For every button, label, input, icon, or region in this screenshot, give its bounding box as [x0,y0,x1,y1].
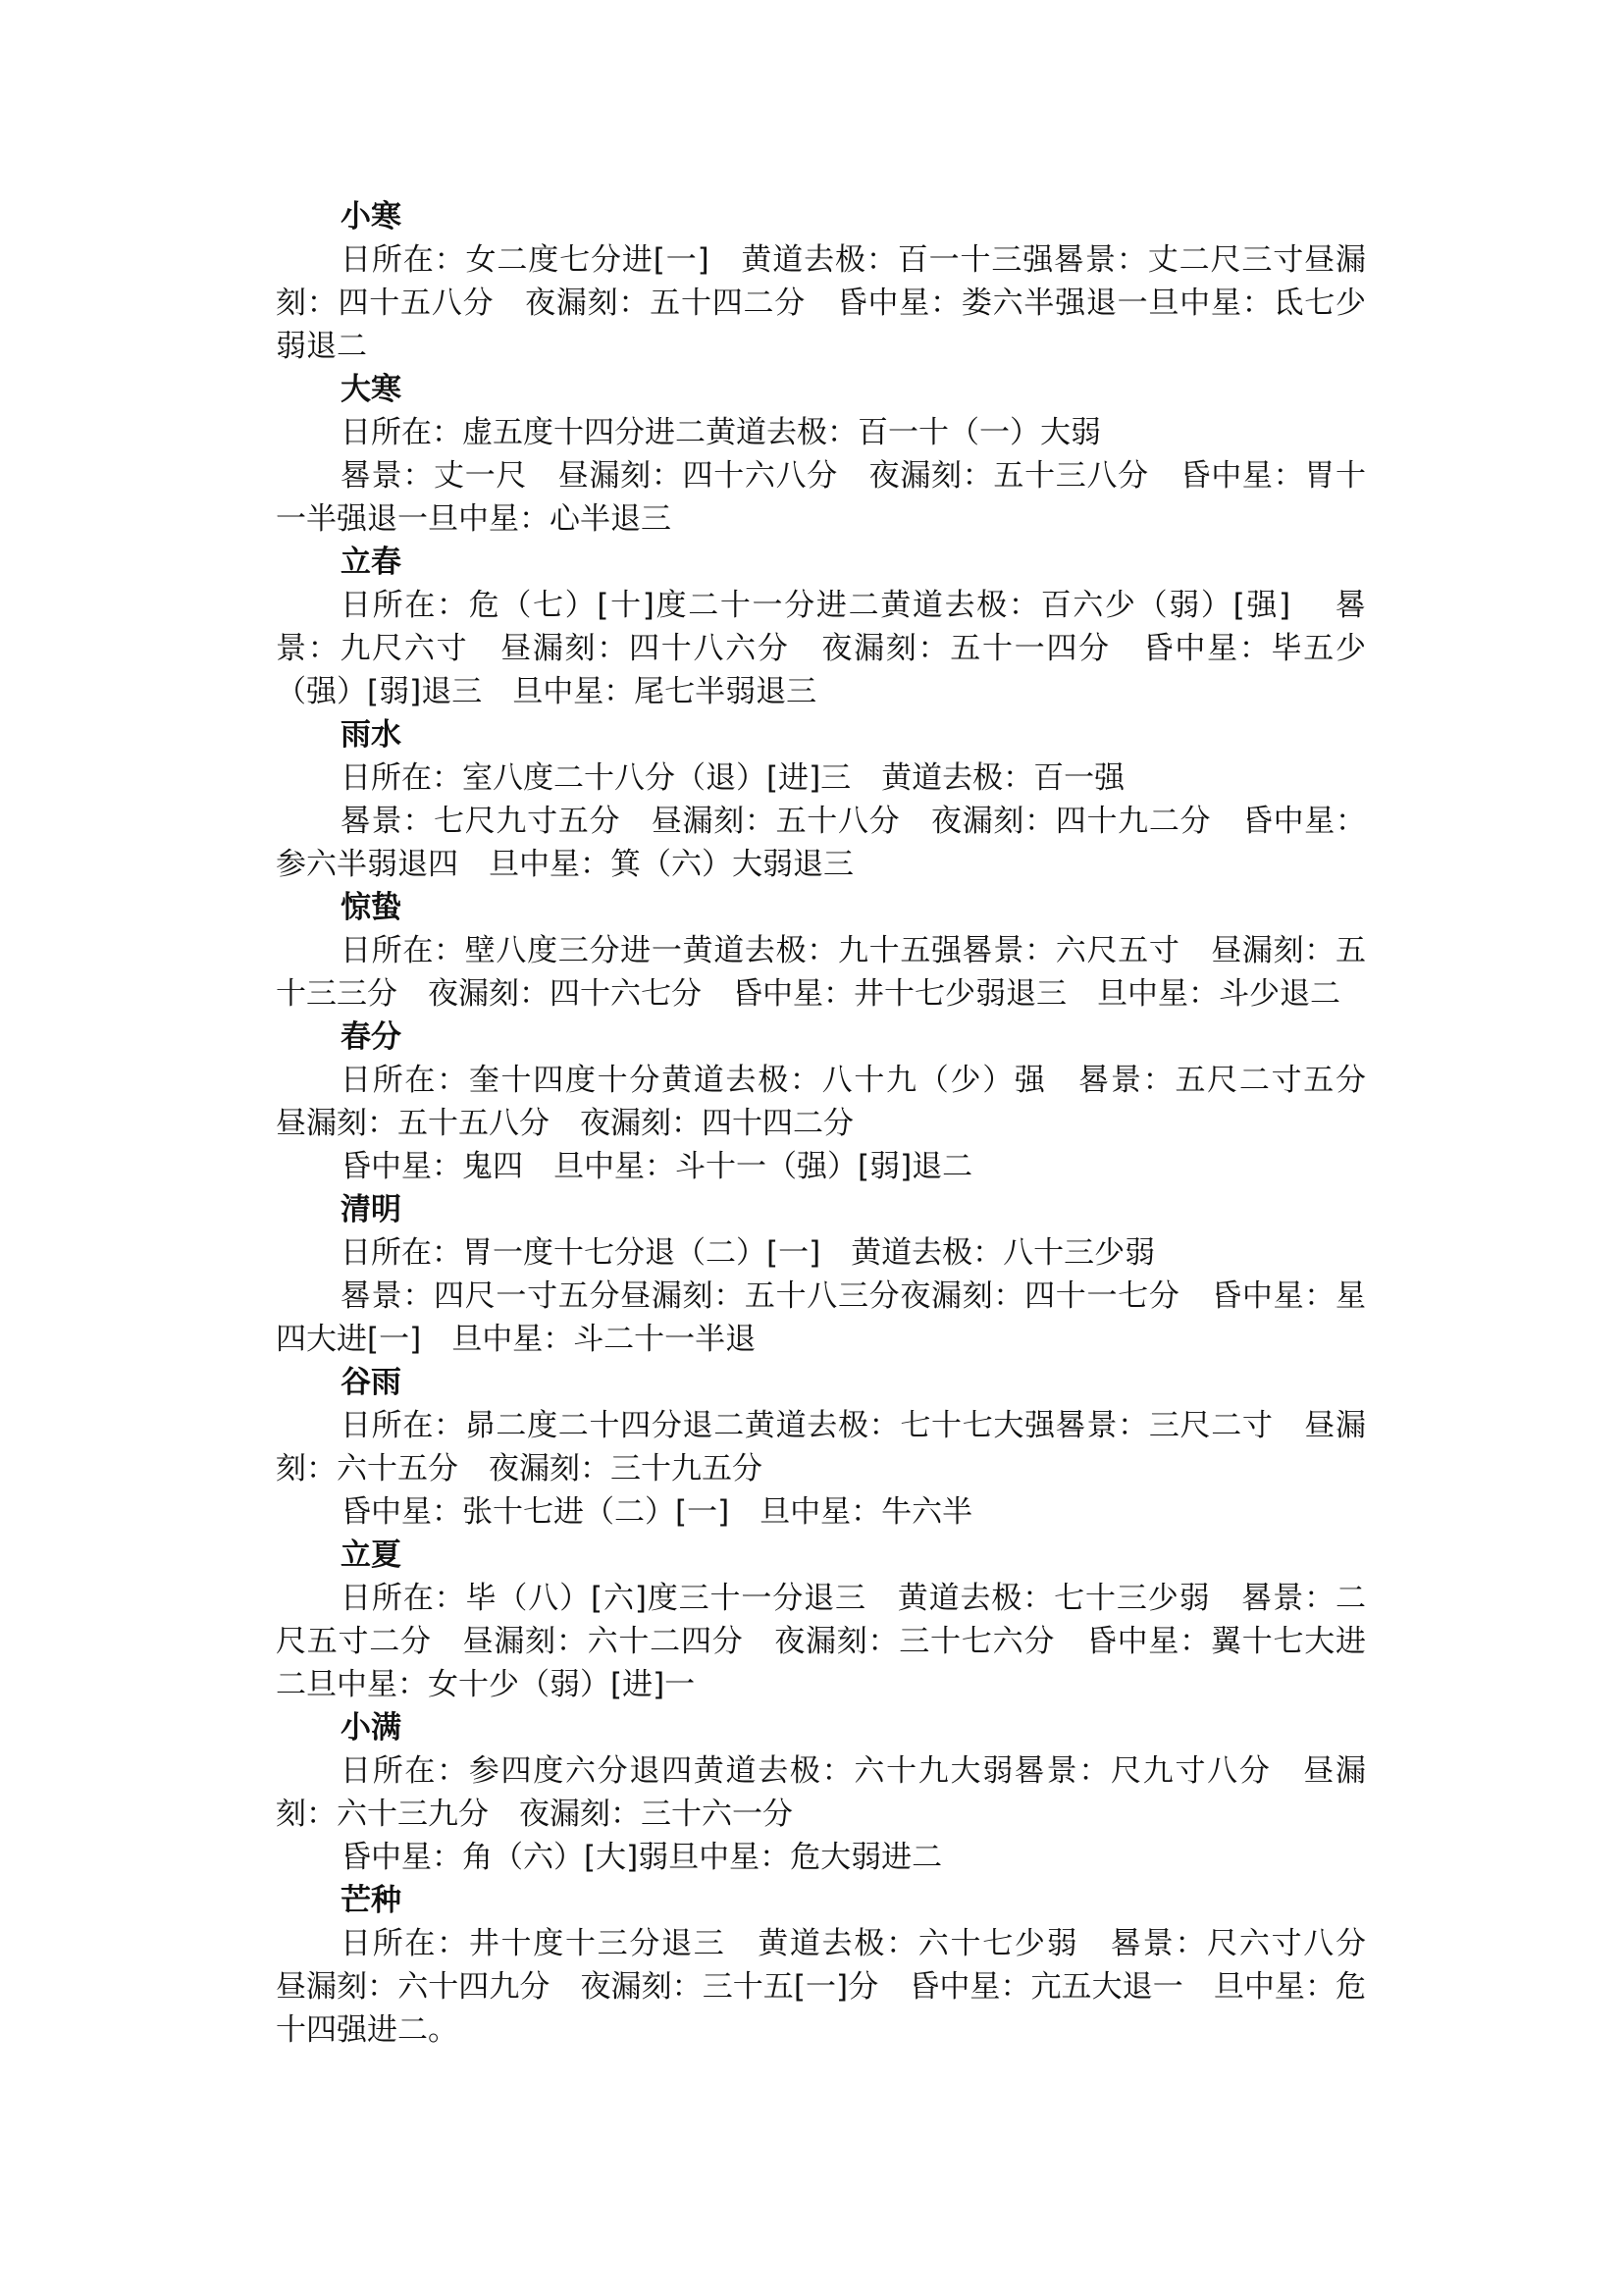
solar-term-heading: 惊蛰 [341,890,401,925]
solar-term-heading: 春分 [341,1019,401,1055]
entry-paragraph: 晷景：丈一尺 昼漏刻：四十六八分 夜漏刻：五十三八分 昏中星：胃十一半强退一旦中星：心半退三 [276,458,1366,537]
entry-jingzhe [276,886,1366,1016]
entry-paragraph: 日所在：奎十四度十分黄道去极：八十九（少）强 晷景：五尺二寸五分 昼漏刻：五十五八分 夜漏刻：四十四二分 [276,1063,1396,1141]
entry-guyu [276,1361,1366,1534]
entry-paragraph: 日所在：参四度六分退四黄道去极：六十九大弱晷景：尺九寸八分 昼漏刻：六十三九分 夜漏刻：三十六一分 [276,1753,1366,1832]
solar-term-heading: 立春 [341,545,401,580]
entry-mangzhong [276,1879,1396,2052]
entry-paragraph: 日所在：危（七）[十]度二十一分进二黄道去极：百六少（弱）[强] 晷景：九尺六寸 昼漏刻：四十八六分 夜漏刻：五十一四分 昏中星：毕五少（强）[弱]退三 旦中星：尾七半弱退三 [276,588,1366,709]
solar-term-heading: 芒种 [341,1883,401,1918]
entry-qingming [276,1188,1366,1361]
solar-term-heading: 立夏 [341,1538,401,1573]
entry-paragraph: 昏中星：角（六）[大]弱旦中星：危大弱进二 [341,1840,943,1875]
entry-paragraph: 日所在：壁八度三分进一黄道去极：九十五强晷景：六尺五寸 昼漏刻：五十三三分 夜漏刻：四十六七分 昏中星：井十七少弱退三 旦中星：斗少退二 [276,933,1366,1012]
entry-paragraph: 晷景：七尺九寸五分 昼漏刻：五十八分 夜漏刻：四十九二分 昏中星：参六半弱退四 旦中星：箕（六）大弱退三 [276,804,1366,882]
entry-chunfen [276,1016,1396,1188]
entry-paragraph: 日所在：室八度二十八分（退）[进]三 黄道去极：百一强 [341,760,1126,796]
entry-paragraph: 日所在：毕（八）[六]度三十一分退三 黄道去极：七十三少弱 晷景：二尺五寸二分 昼漏刻：六十二四分 夜漏刻：三十七六分 昏中星：翼十七大进二旦中星：女十少（弱）[进]一 [276,1581,1366,1702]
entry-yushui [276,713,1366,886]
solar-term-heading: 大寒 [341,372,401,407]
entry-paragraph: 日所在：昴二度二十四分退二黄道去极：七十七大强晷景：三尺二寸 昼漏刻：六十五分 夜漏刻：三十九五分 [276,1408,1366,1486]
solar-term-heading: 清明 [341,1192,401,1227]
entry-paragraph: 昏中星：鬼四 旦中星：斗十一（强）[弱]退二 [341,1149,973,1184]
solar-term-heading: 谷雨 [341,1365,401,1400]
entry-paragraph: 日所在：井十度十三分退三 黄道去极：六十七少弱 晷景：尺六寸八分 昼漏刻：六十四九分 夜漏刻：三十五[一]分 昏中星：亢五大退一 旦中星：危十四强进二。 [276,1926,1396,2048]
entry-xiaohan [276,195,1366,368]
entry-paragraph: 日所在：女二度七分进[一] 黄道去极：百一十三强晷景：丈二尺三寸昼漏刻：四十五八分 夜漏刻：五十四二分 昏中星：娄六半强退一旦中星：氐七少弱退二 [276,242,1366,364]
entry-lichun [276,541,1366,713]
solar-term-heading: 小满 [341,1710,401,1746]
entry-paragraph: 日所在：虚五度十四分进二黄道去极：百一十（一）大弱 [341,415,1101,450]
entry-paragraph: 晷景：四尺一寸五分昼漏刻：五十八三分夜漏刻：四十一七分 昏中星：星四大进[一] 旦中星：斗二十一半退 [276,1278,1366,1357]
solar-term-heading: 小寒 [341,199,401,235]
entry-lixia [276,1534,1366,1706]
entry-paragraph: 日所在：胃一度十七分退（二）[一] 黄道去极：八十三少弱 [341,1235,1156,1271]
entry-dahan [276,368,1366,541]
entry-xiaoman [276,1706,1366,1879]
entry-paragraph: 昏中星：张十七进（二）[一] 旦中星：牛六半 [341,1494,973,1530]
solar-term-heading: 雨水 [341,717,401,753]
